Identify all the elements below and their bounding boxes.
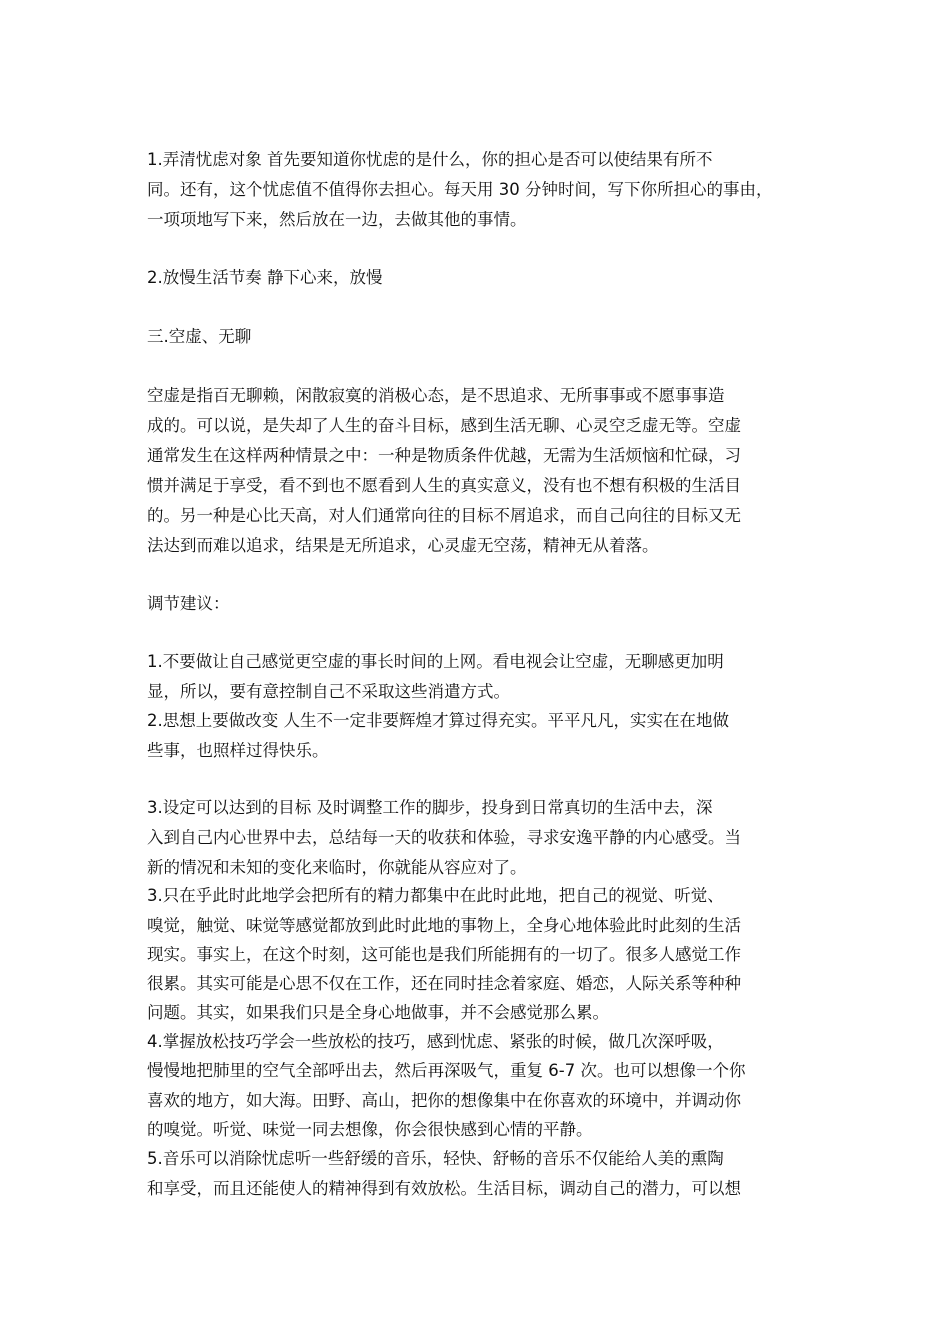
text-line: 1.不要做让自己感觉更空虚的事长时间的上网。看电视会让空虚，无聊感更加明 bbox=[147, 652, 724, 671]
text-line: 空虚是指百无聊赖，闲散寂寞的消极心态，是不思追求、无所事事或不愿事事造 bbox=[147, 386, 725, 405]
text-line: 新的情况和未知的变化来临时，你就能从容应对了。 bbox=[147, 858, 527, 877]
text-line: 通常发生在这样两种情景之中：一种是物质条件优越，无需为生活烦恼和忙碌，习 bbox=[147, 446, 741, 465]
text-line: 现实。事实上，在这个时刻，这可能也是我们所能拥有的一切了。很多人感觉工作 bbox=[147, 945, 741, 964]
text-line: 的嗅觉。听觉、味觉一同去想像，你会很快感到心情的平静。 bbox=[147, 1120, 593, 1139]
text-line: 3.只在乎此时此地学会把所有的精力都集中在此时此地，把自己的视觉、听觉、 bbox=[147, 886, 724, 905]
text-line: 2.放慢生活节奏 静下心来，放慢 bbox=[147, 268, 383, 287]
text-line: 成的。可以说，是失却了人生的奋斗目标，感到生活无聊、心灵空乏虚无等。空虚 bbox=[147, 416, 741, 435]
text-line: 法达到而难以追求，结果是无所追求，心灵虚无空荡，精神无从着落。 bbox=[147, 536, 659, 555]
text-line: 5.音乐可以消除忧虑听一些舒缓的音乐，轻快、舒畅的音乐不仅能给人美的熏陶 bbox=[147, 1149, 724, 1168]
text-line: 3.设定可以达到的目标 及时调整工作的脚步，投身到日常真切的生活中去，深 bbox=[147, 798, 713, 817]
section-heading: 三.空虚、无聊 bbox=[147, 327, 252, 346]
text-line: 一项项地写下来，然后放在一边，去做其他的事情。 bbox=[147, 210, 527, 229]
text-line: 显，所以，要有意控制自己不采取这些消遣方式。 bbox=[147, 682, 510, 701]
text-line: 慢慢地把肺里的空气全部呼出去，然后再深吸气，重复 6-7 次。也可以想像一个你 bbox=[147, 1061, 746, 1080]
text-line: 入到自己内心世界中去，总结每一天的收获和体验，寻求安逸平静的内心感受。当 bbox=[147, 828, 741, 847]
text-line: 喜欢的地方，如大海。田野、高山，把你的想像集中在你喜欢的环境中，并调动你 bbox=[147, 1091, 741, 1110]
text-line: 很累。其实可能是心思不仅在工作，还在同时挂念着家庭、婚恋，人际关系等种种 bbox=[147, 974, 741, 993]
text-line: 些事，也照样过得快乐。 bbox=[147, 741, 329, 760]
text-line: 惯并满足于享受，看不到也不愿看到人生的真实意义，没有也不想有积极的生活目 bbox=[147, 476, 741, 495]
text-line: 的。另一种是心比天高，对人们通常向往的目标不屑追求，而自己向往的目标又无 bbox=[147, 506, 741, 525]
text-line: 4.掌握放松技巧学会一些放松的技巧，感到忧虑、紧张的时候，做几次深呼吸， bbox=[147, 1032, 724, 1051]
subheading: 调节建议： bbox=[147, 594, 230, 613]
text-line: 嗅觉，触觉、味觉等感觉都放到此时此地的事物上，全身心地体验此时此刻的生活 bbox=[147, 916, 741, 935]
text-line: 问题。其实，如果我们只是全身心地做事，并不会感觉那么累。 bbox=[147, 1003, 609, 1022]
text-line: 同。还有，这个忧虑值不值得你去担心。每天用 30 分钟时间，写下你所担心的事由， bbox=[147, 180, 773, 199]
text-line: 2.思想上要做改变 人生不一定非要辉煌才算过得充实。平平凡凡，实实在在地做 bbox=[147, 711, 729, 730]
text-line: 和享受，而且还能使人的精神得到有效放松。生活目标，调动自己的潜力，可以想 bbox=[147, 1179, 741, 1198]
text-line: 1.弄清忧虑对象 首先要知道你忧虑的是什么，你的担心是否可以使结果有所不 bbox=[147, 150, 713, 169]
